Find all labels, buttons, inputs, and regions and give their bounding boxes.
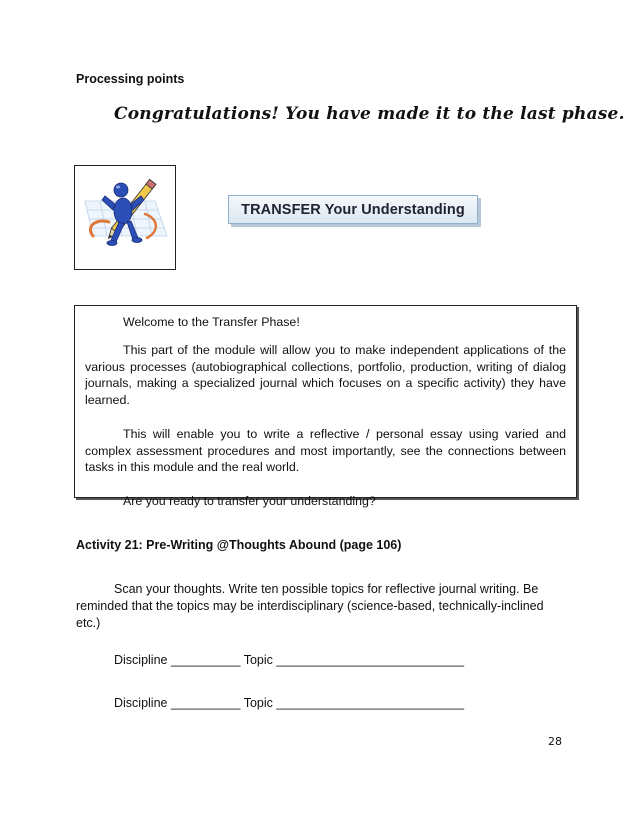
page-number: 28 xyxy=(548,735,562,748)
section-heading: Processing points xyxy=(76,72,185,86)
transfer-banner xyxy=(228,195,478,224)
activity-heading: Activity 21: Pre-Writing @Thoughts Abound (page 106) xyxy=(76,538,402,552)
discipline-topic-line[interactable]: Discipline __________ Topic ___________________________ xyxy=(114,696,465,710)
welcome-paragraph: Are you ready to transfer your understanding? xyxy=(123,493,376,508)
welcome-paragraph: This part of the module will allow you to make independent applications of the various processes (autobiographical collections, portfolio, production, writing of dialog journals, making a specialized journal which focuses on a specific activity) they have learned. xyxy=(85,342,566,408)
discipline-topic-line[interactable]: Discipline __________ Topic ___________________________ xyxy=(114,653,465,667)
congratulations-message: Congratulations! You have made it to the last phase. xyxy=(114,104,625,124)
illustration-frame xyxy=(74,165,176,270)
transfer-banner-label: TRANSFER Your Understanding xyxy=(241,201,465,218)
activity-instructions: Scan your thoughts. Write ten possible topics for reflective journal writing. Be reminded that the topics may be interdisciplinary (science-based, technically-inclined etc.) xyxy=(76,582,544,630)
figure-with-pencil-icon xyxy=(75,166,175,269)
welcome-paragraph: Welcome to the Transfer Phase! xyxy=(123,315,300,329)
welcome-paragraph: This will enable you to write a reflective / personal essay using varied and complex assessment procedures and most importantly, see the connections between tasks in this module and the real world. xyxy=(85,426,566,475)
welcome-box xyxy=(74,305,577,508)
